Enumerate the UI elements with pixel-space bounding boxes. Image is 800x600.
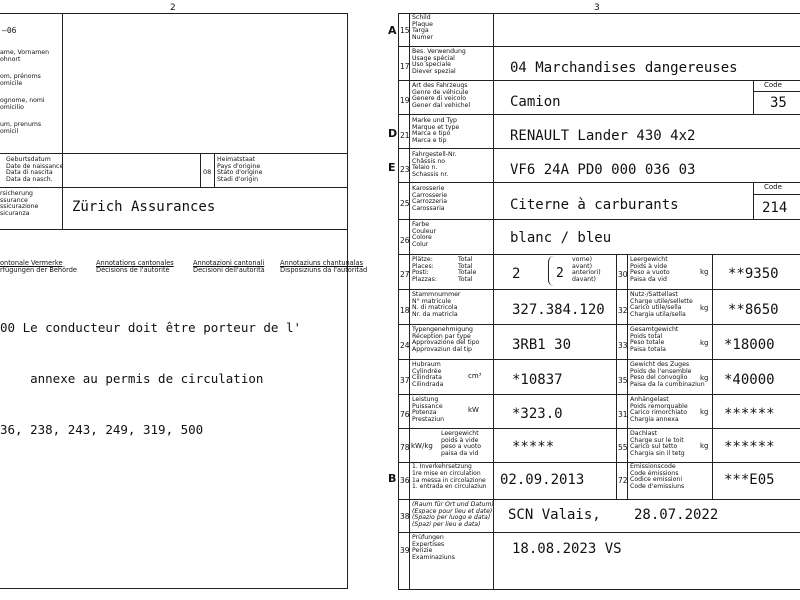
vehicle-kind-code-label: Code xyxy=(764,81,782,89)
master-number-label: Stammnummer N° matricule N. di matricola Nr. da matricla xyxy=(412,291,461,318)
power-weight-unit: kW/kg xyxy=(411,442,433,450)
date-value: 28.07.2022 xyxy=(634,507,719,523)
field-number-33: 33 xyxy=(618,341,628,350)
payload-unit: kg xyxy=(700,304,709,312)
power-weight-value: ***** xyxy=(512,439,555,455)
field-number-78: 78 xyxy=(400,443,410,452)
color-label: Farbe Couleur Colore Colur xyxy=(412,221,437,248)
trailer-load-unit: kg xyxy=(700,408,709,416)
side-letter-a: A xyxy=(388,24,397,37)
field-number-31: 31 xyxy=(618,410,628,419)
inspection-value: 18.08.2023 VS xyxy=(512,541,622,557)
trailer-load-value: ****** xyxy=(724,406,775,422)
place-value: SCN Valais, xyxy=(508,507,601,523)
train-weight-label: Gewicht des Zuges Poids de l'ensemble Peso del convoglio Paisa da la cumbinaziun xyxy=(630,361,705,388)
chassis-value: VF6 24A PD0 000 036 03 xyxy=(510,162,696,178)
train-weight-value: *40000 xyxy=(724,372,775,388)
roof-load-label: Dachlast Charge sur le toit Carico sul tetto Chargia sin il tetg xyxy=(630,430,685,457)
inspection-label: Prüfungen Expertises Perizie Examinaziuns xyxy=(412,534,455,561)
field-number-27: 27 xyxy=(400,270,410,279)
vehicle-kind-code-value: 35 xyxy=(770,95,787,111)
power-unit: kW xyxy=(468,406,479,414)
emission-code-label: Emissionscode Code émissions Codice emissioni Code d'emissiuns xyxy=(630,463,685,490)
field-number-19: 19 xyxy=(400,96,410,105)
first-registration-label: 1. Inverkehrsetzung 1re mise en circulation 1a messa in circolazione 1. entrada en circulaziun xyxy=(412,463,487,491)
make-type-value: RENAULT Lander 430 4x2 xyxy=(510,128,696,144)
roof-load-value: ****** xyxy=(724,439,775,455)
first-registration-value: 02.09.2013 xyxy=(500,472,585,488)
side-letter-d: D xyxy=(388,127,398,140)
field-number-32: 32 xyxy=(618,306,628,315)
seats-total-value: 2 xyxy=(512,266,521,282)
power-value: *323.0 xyxy=(512,406,563,422)
name-label-de: ame, Vornamen ohnort xyxy=(0,49,50,63)
field-number-37: 37 xyxy=(400,376,410,385)
body-value: Citerne à carburants xyxy=(510,197,679,213)
payload-value: **8650 xyxy=(728,302,779,318)
field-number-17: 17 xyxy=(400,62,410,71)
color-value: blanc / bleu xyxy=(510,230,612,246)
field-number-76: 76 xyxy=(400,410,410,419)
annotations-header-it: Annotazioni cantonali Decisioni dell'autorità xyxy=(193,259,265,274)
power-weight-label: Leergewicht poids à vide peso a vuoto paisa da vid xyxy=(441,430,482,457)
field-number-38: 38 xyxy=(400,512,410,521)
type-approval-label: Typengenehmigung Réception par type Approvazione del tipo Approvaziun dal tip xyxy=(412,326,480,353)
seats-total-label: Total Total Totale Total xyxy=(458,256,477,283)
total-weight-label: Gesamtgewicht Poids total Peso totale Paisa totala xyxy=(630,326,679,353)
trailer-load-label: Anhängelast Poids remorquable Carico rimorchiato Chargia annexa xyxy=(630,396,688,423)
annotations-header-rm: Annotaziuns chantunalas Disposiziuns da l'autoritad xyxy=(280,259,368,274)
birth-date-label: Geburtsdatum Date de naissance Data di nascita Data da nasch. xyxy=(6,156,64,183)
annotation-line-1: 00 Le conducteur doit être porteur de l' xyxy=(0,320,302,335)
field-number-72: 72 xyxy=(618,476,628,485)
type-approval-value: 3RB1 30 xyxy=(512,337,572,353)
insurance-label: rsicherung ssurance ssicurazione sicuranza xyxy=(0,190,39,217)
chassis-label: Fahrgestell-Nr. Châssis no Telaio n. Schassis nr. xyxy=(412,151,457,178)
displacement-value: *10837 xyxy=(512,372,563,388)
master-number-value: 327.384.120 xyxy=(512,302,605,318)
total-weight-unit: kg xyxy=(700,339,709,347)
name-label-it: ognome, nomi omicilio xyxy=(0,97,45,111)
empty-weight-label: Leergewicht Poids à vide Peso a vuoto Paisa da vid xyxy=(630,256,670,283)
vehicle-kind-label: Art des Fahrzeugs Genre de véhicule Genere di veicolo Gener dal vehichel xyxy=(412,82,471,109)
annotations-header-fr: Annotations cantonales Décisions de l'autorité xyxy=(96,259,174,274)
name-label-rm: um, prenums omicil xyxy=(0,121,42,135)
annotations-text xyxy=(0,285,301,472)
field-number-26: 26 xyxy=(400,236,410,245)
field-number-24: 24 xyxy=(400,341,410,350)
field-number-39: 39 xyxy=(400,546,410,555)
annotation-line-2: annexe au permis de circulation xyxy=(0,371,264,386)
power-label: Leistung Puissance Potenza Prestaziun xyxy=(412,396,445,423)
side-letter-e: E xyxy=(388,161,396,174)
insurance-value: Zürich Assurances xyxy=(72,199,216,215)
page-number-right: 3 xyxy=(594,3,600,13)
field-number-21: 21 xyxy=(400,131,410,140)
top-fragment: –06 xyxy=(2,26,17,35)
train-weight-unit: kg xyxy=(700,374,709,382)
field-number-55: 55 xyxy=(618,443,628,452)
page-number-left: 2 xyxy=(170,3,176,13)
seats-front-value: 2 xyxy=(556,266,564,281)
plate-label: Schild Plaque Targa Numer xyxy=(412,14,433,41)
field-number-15: 15 xyxy=(400,26,410,35)
special-use-value: 04 Marchandises dangereuses xyxy=(510,60,738,76)
body-label: Karosserie Carrosserie Carrozzeria Carossaria xyxy=(412,185,448,212)
field-number-35: 35 xyxy=(618,376,628,385)
place-date-label: (Raum für Ort und Datum) (Espace pour lieu et date) (Spazio per luogo e data) (Spazi per lieu e data) xyxy=(412,501,494,528)
field-number-30: 30 xyxy=(618,270,628,279)
payload-label: Nutz-/Sattellast Charge utile/sellette Carico utile/sella Chargia utila/sella xyxy=(630,291,693,318)
emission-code-value: ***E05 xyxy=(724,472,775,488)
seats-label: Plätze: Places: Posti: Plazzas: xyxy=(412,256,437,283)
make-type-label: Marke und Typ Marque et type Marca e tipo Marca e tip xyxy=(412,117,460,144)
field-number-23: 23 xyxy=(400,165,410,174)
roof-load-unit: kg xyxy=(700,442,709,450)
annotations-header-de-2: rfügungen der Behörde xyxy=(0,266,77,274)
field-number-25: 25 xyxy=(400,199,410,208)
displacement-unit: cm³ xyxy=(468,372,482,380)
field-number-36: 36 xyxy=(400,476,410,485)
body-code-label: Code xyxy=(764,183,782,191)
name-label-fr: om, prénoms omicile xyxy=(0,73,41,87)
body-code-value: 214 xyxy=(762,200,788,216)
displacement-label: Hubraum Cylindrée Cilindrata Cilindrada xyxy=(412,361,444,388)
annotation-line-3: 36, 238, 243, 249, 319, 500 xyxy=(0,422,204,437)
special-use-label: Bes. Verwendung Usage spécial Uso speciale Diever spezial xyxy=(412,48,466,75)
annotations-header-de: ontonale Vermerke xyxy=(0,259,63,267)
field-number-08: 08 xyxy=(203,168,212,176)
empty-weight-value: **9350 xyxy=(728,266,779,282)
origin-label: Heimatstaat Pays d'origine Stato d'origine Stadi d'origin xyxy=(217,156,263,183)
vehicle-kind-value: Camion xyxy=(510,94,561,110)
empty-weight-unit: kg xyxy=(700,268,709,276)
side-letter-b: B xyxy=(388,472,397,485)
seats-front-label: vorne) avant) anteriori) davant) xyxy=(572,256,601,283)
field-number-18: 18 xyxy=(400,306,410,315)
total-weight-value: *18000 xyxy=(724,337,775,353)
